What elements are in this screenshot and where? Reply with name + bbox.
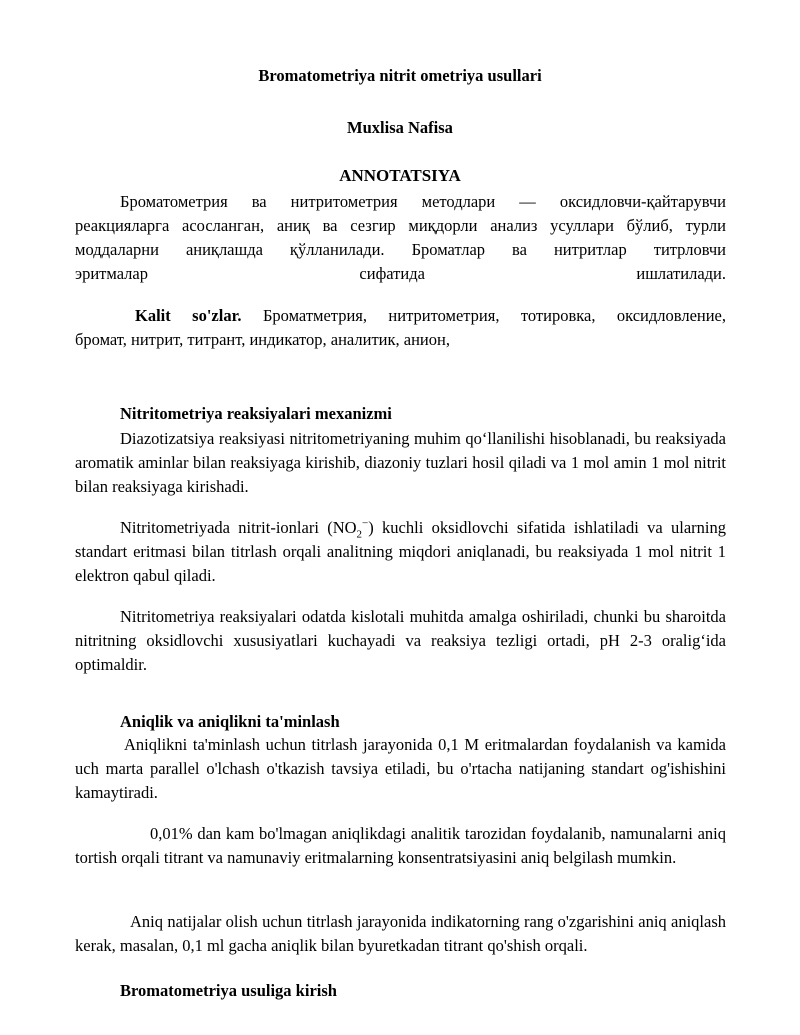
section-heading: Bromatometriya usuliga kirish: [120, 981, 337, 1000]
paragraph-text: Nitritometriyada nitrit-ionlari (NO: [120, 518, 357, 537]
subscript: 2: [356, 528, 363, 541]
section-heading: Aniqlik va aniqlikni ta'minlash: [120, 712, 340, 731]
section-heading: Nitritometriya reaksiyalari mexanizmi: [120, 404, 392, 423]
annotation-line: моддаларни аниқлашда қўлланилади. Броматлар ва нитритлар титрловчи: [75, 240, 726, 259]
annotation-paragraph: [75, 190, 726, 286]
keywords-text: Броматметрия, нитритометрия, тотировка, оксидловление,: [262, 306, 726, 325]
annotation-line: реакцияларга асосланган, аниқ ва сезгир миқдорли анализ усуллари бўлиб, турли: [75, 216, 726, 235]
paragraph: [75, 516, 726, 588]
paragraph: Nitritometriya reaksiyalari odatda kislotali muhitda amalga oshiriladi, chunki bu sharoitda nitritning oksidlovchi xususiyatlari kuchayadi va reaksiya tezligi ortadi, pH 2-3 oralig‘ida optimaldir.: [75, 607, 726, 674]
annotation-heading: ANNOTATSIYA: [339, 166, 461, 185]
annotation-line: Броматометрия ва нитритометрия методлари — оксидловчи-қайтарувчи: [120, 192, 726, 211]
paragraph-text: ) kuchli oksidlovchi sifatida ishlatiladi va ularning standart eritmasi bilan titrlash orqali analitning miqdori aniqlanadi, bu reaksiyada 1 mol nitrit 1 elektron qabul qiladi.: [75, 518, 726, 585]
paragraph: Diazotizatsiya reaksiyasi nitritometriyaning muhim qo‘llanilishi hisoblanadi, bu reaksiyada aromatik aminlar bilan reaksiyaga kirishib, diazoniy tuzlari hosil qiladi va 1 mol amin 1 mol nitrit bilan reaksiyaga kirishadi.: [75, 429, 726, 496]
document-title: Bromatometriya nitrit ometriya usullari: [258, 66, 542, 85]
keywords-label: Kalit so'zlar.: [135, 306, 242, 325]
keywords-line: бромат, нитрит, титрант, индикатор, аналитик, анион,: [75, 330, 450, 349]
keywords-line: [75, 304, 726, 328]
paragraph: Aniq natijalar olish uchun titrlash jarayonida indikatorning rang o'zgarishini aniq aniqlash kerak, masalan, 0,1 ml gacha aniqlik bilan byuretkadan titrant qo'shish orqali.: [75, 912, 726, 955]
keywords-paragraph: [75, 304, 726, 352]
paragraph: Aniqlikni ta'minlash uchun titrlash jarayonida 0,1 M eritmalardan foydalanish va kamida uch marta parallel o'lchash o'tkazish tavsiya etiladi, bu o'rtacha natijaning standart og'ishishini kamaytiradi.: [75, 735, 726, 802]
document-author: Muxlisa Nafisa: [347, 118, 453, 137]
superscript: −: [362, 517, 369, 530]
annotation-line: эритмалар сифатида ишлатилади.: [75, 264, 726, 283]
paragraph: 0,01% dan kam bo'lmagan aniqlikdagi analitik tarozidan foydalanib, namunalarni aniq tortish orqali titrant va namunaviy eritmalarning konsentratsiyasini aniq belgilash mumkin.: [75, 824, 726, 867]
